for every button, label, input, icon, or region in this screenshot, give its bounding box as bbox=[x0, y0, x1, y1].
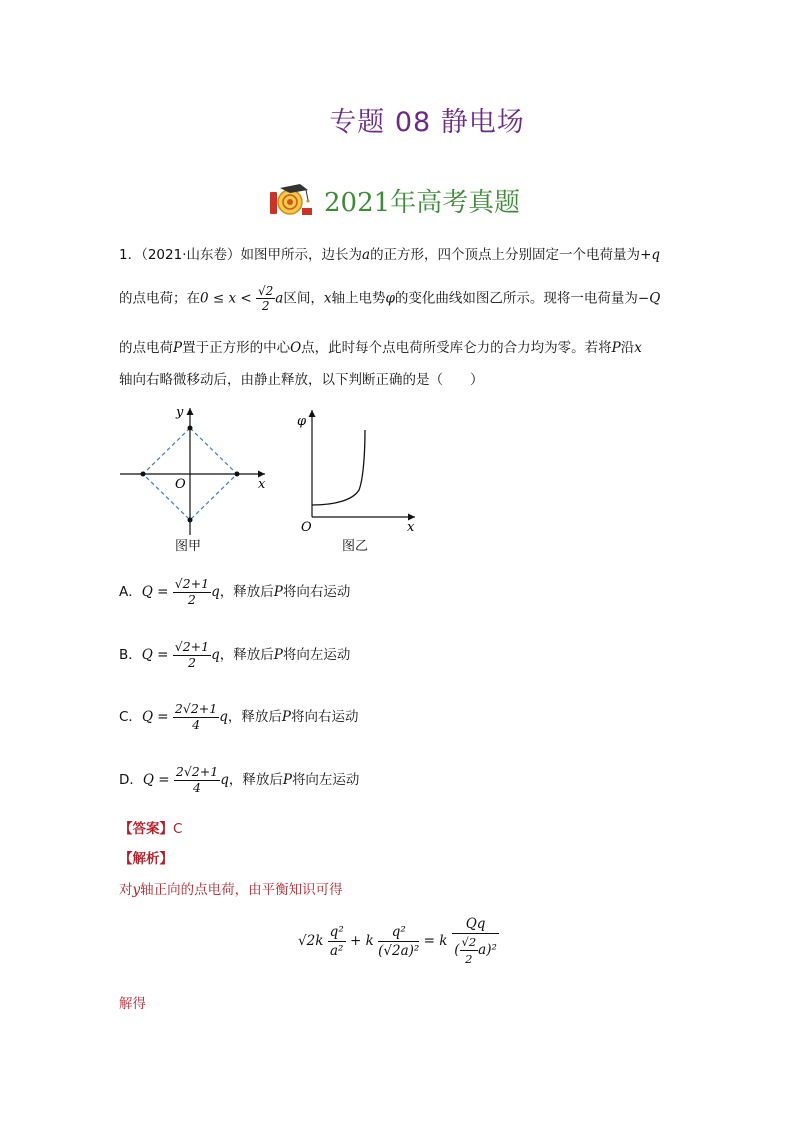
var-a: a bbox=[275, 290, 284, 307]
question-text: 置于正方形的中心 bbox=[182, 340, 291, 356]
question-line-3 bbox=[119, 342, 642, 356]
var-O: O bbox=[290, 340, 302, 356]
question-text: 区间， bbox=[283, 290, 324, 307]
fig1-y-label: y bbox=[176, 405, 184, 420]
charge-left bbox=[141, 472, 146, 477]
question-text: 的变化曲线如图乙所示。现将一电荷量为 bbox=[394, 290, 638, 307]
option-c[interactable]: C．Q = $\frac{2√2+1}{4}$ q，释放后P将向右运动 bbox=[119, 701, 359, 732]
option-b[interactable]: B．Q = $\frac{√2+1}{2}$ q，释放后P将向左运动 bbox=[119, 639, 351, 670]
analysis-line-1: 对y轴正向的点电荷，由平衡知识可得 bbox=[119, 882, 343, 898]
analysis-solve: 解得 bbox=[119, 996, 146, 1012]
charge-negQ: −Q bbox=[637, 290, 661, 307]
question-line-4: 轴向右略微移动后，由静止释放，以下判断正确的是（ ） bbox=[119, 372, 484, 388]
question-text: 的点电荷；在 bbox=[119, 290, 200, 307]
question-text: 点，此时每个点电荷所受库仑力的合力均为零。若将 bbox=[301, 340, 612, 356]
question-source: （2021·山东卷） bbox=[141, 247, 241, 263]
question-text: 的点电荷 bbox=[119, 340, 173, 356]
sqrt2-over-2: $\frac{√2}{2}$ bbox=[258, 284, 274, 313]
option-d[interactable]: D．Q = $\frac{2√2+1}{4}$ q，释放后P将向左运动 bbox=[119, 764, 360, 795]
var-P: P bbox=[611, 340, 621, 356]
charge-q: +q bbox=[640, 247, 661, 263]
fig2-caption: 图乙 bbox=[342, 539, 369, 554]
question-text: 的正方形，四个顶点上分别固定一个电荷量为 bbox=[370, 247, 641, 263]
question-number: 1． bbox=[119, 247, 142, 263]
range-expr: 0 ≤ x < bbox=[200, 290, 252, 307]
question-line-1 bbox=[119, 249, 660, 263]
figure-potential-curve bbox=[295, 405, 425, 535]
question-line-2 bbox=[119, 285, 660, 312]
mascot-logo-icon bbox=[268, 180, 318, 220]
section-title: 2021年高考真题 bbox=[324, 188, 521, 218]
var-phi: φ bbox=[385, 290, 395, 307]
analysis-label: 【解析】 bbox=[119, 851, 173, 867]
question-text: 沿 bbox=[620, 340, 635, 356]
var-x: x bbox=[634, 340, 642, 356]
balance-equation: √2k $\frac{\text{q²}}{\text{a²}}$ + k $\frac{\text{q²}}{\text{(√2a)²}}$ = k Qq ( $\frac{√2}{2}$ a)² bbox=[298, 916, 499, 966]
potential-curve bbox=[312, 430, 365, 505]
fig2-origin-label: O bbox=[301, 520, 312, 535]
fig1-origin-label: O bbox=[175, 477, 186, 492]
charge-bottom bbox=[188, 518, 193, 523]
fig2-phi-label: φ bbox=[297, 414, 307, 429]
question-text: 轴上电势 bbox=[331, 290, 386, 307]
fig1-caption: 图甲 bbox=[175, 539, 202, 554]
var-x: x bbox=[323, 290, 332, 307]
var-P: P bbox=[173, 340, 183, 356]
var-a: a bbox=[362, 247, 371, 263]
option-a[interactable]: A．Q = $\frac{√2+1}{2}$ q，释放后P将向右运动 bbox=[119, 576, 351, 607]
question-text: 如图甲所示，边长为 bbox=[240, 247, 362, 263]
fig2-x-label: x bbox=[407, 520, 415, 535]
answer-value: C bbox=[173, 821, 183, 837]
charge-top bbox=[188, 426, 193, 431]
fig1-x-label: x bbox=[258, 477, 266, 492]
figure-square-charges bbox=[115, 400, 275, 560]
charge-right bbox=[235, 472, 240, 477]
answer-line bbox=[119, 823, 182, 837]
page-title: 专题 08 静电场 bbox=[329, 107, 525, 138]
answer-label: 【答案】 bbox=[119, 821, 173, 837]
